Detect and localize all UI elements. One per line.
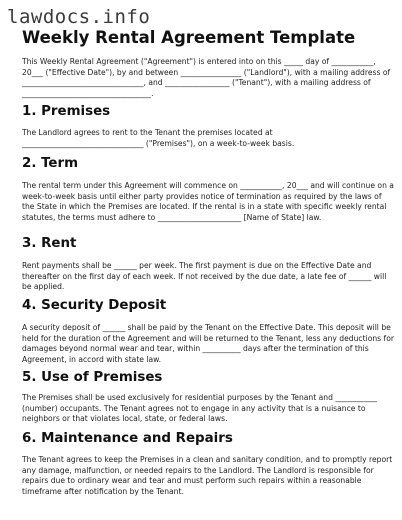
section-body-premises: The Landlord agrees to rent to the Tenant the premises located at ________________________________ ("Premises"), on a week-to-week basis.	[22, 128, 295, 148]
section-heading-rent: 3. Rent	[22, 236, 77, 251]
section-body-security-deposit: A security deposit of ______ shall be paid by the Tenant on the Effective Date. This deposit will be held for the duration of the Agreement and will be returned to the Tenant, less any deductions for damages beyond normal wear and tear, within __________ days after the termination of this Agreement, in accord with state law.	[22, 323, 394, 364]
section-heading-use-of-premises: 5. Use of Premises	[22, 370, 163, 385]
section-body-term: The rental term under this Agreement will commence on ___________, 20___ and will continue on a week-to-week basis until either party provides notice of termination as required by the laws of the State in which the Premises are located. If the rental is in a state with specific weekly rental statutes, the terms must adhere to ______________________ [Name of State] law.	[22, 181, 394, 222]
section-body-rent: Rent payments shall be ______ per week. The first payment is due on the Effective Date and thereafter on the first day of each week. If not received by the due date, a late fee of ______ will be applied.	[22, 261, 387, 292]
document-title: Weekly Rental Agreement Template	[22, 28, 356, 47]
section-body-maintenance: The Tenant agrees to keep the Premises in a clean and sanitary condition, and to promptly report any damage, malfunction, or needed repairs to the Landlord. The Landlord is responsible for repairs due to ordinary wear and tear and must perform such repairs within a reasonable timeframe after notification by the Tenant.	[22, 455, 393, 496]
intro-paragraph: This Weekly Rental Agreement ("Agreement") is entered into on this _____ day of ___________, 20___ ("Effective Date"), by and between ________________ ("Landlord"), with a mailing address of ________________________________, and _________________ ("Tenant"), with a mailing address of __________________________________.	[22, 57, 391, 98]
section-heading-term: 2. Term	[22, 156, 79, 171]
section-heading-security-deposit: 4. Security Deposit	[22, 298, 167, 313]
site-logo[interactable]: lawdocs.info	[7, 6, 151, 28]
section-heading-premises: 1. Premises	[22, 104, 111, 119]
section-body-use-of-premises: The Premises shall be used exclusively for residential purposes by the Tenant and ___________ (number) occupants. The Tenant agrees not to engage in any activity that is a nuisance to neighbors or that violates local, state, or federal laws.	[22, 393, 378, 424]
section-heading-maintenance: 6. Maintenance and Repairs	[22, 431, 233, 446]
